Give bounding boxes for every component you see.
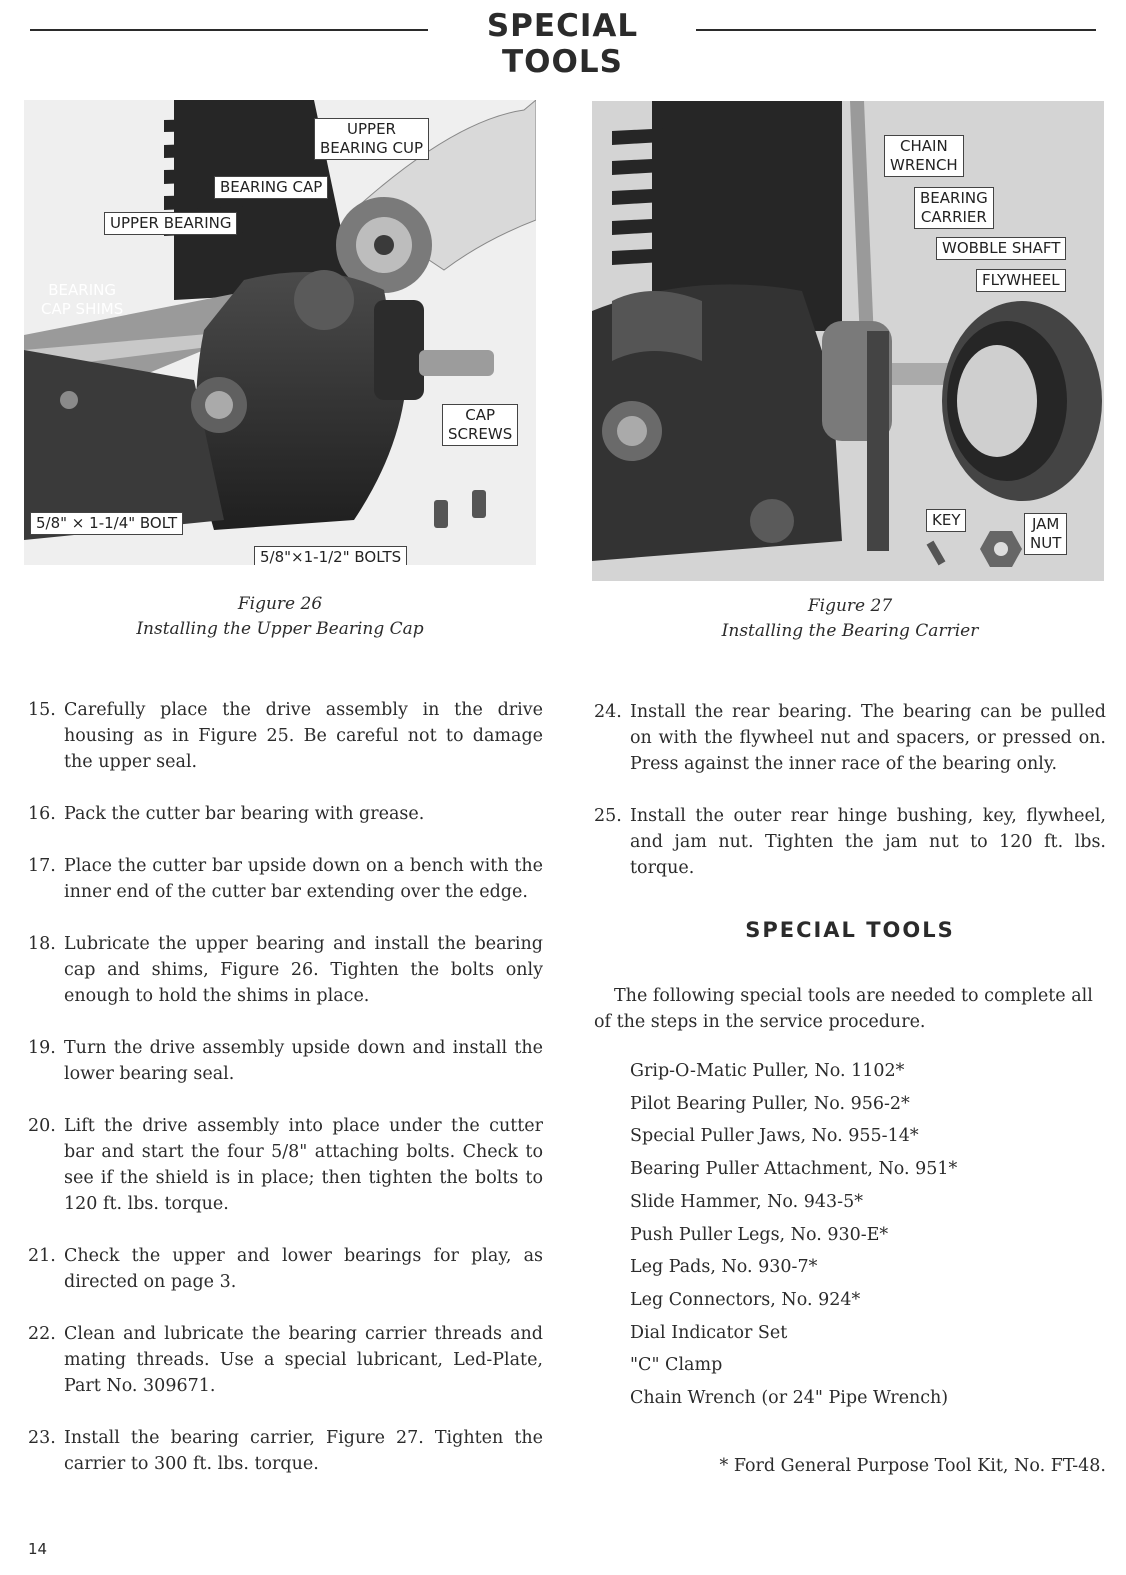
callout-bearing-carrier: BEARING CARRIER [914, 187, 994, 229]
callout-flywheel: FLYWHEEL [976, 269, 1066, 292]
tool-item: Leg Pads, No. 930-7* [630, 1257, 818, 1278]
step-item [28, 801, 543, 827]
header-rule-left [30, 29, 428, 31]
step-number: 21. [28, 1246, 56, 1266]
tool-item: Chain Wrench (or 24" Pipe Wrench) [630, 1388, 949, 1409]
special-tools-intro: The following special tools are needed to complete all of the steps in the service procedure. [594, 986, 1093, 1032]
special-tools-list [594, 1055, 1106, 1415]
special-tools-heading: SPECIAL TOOLS [745, 918, 955, 942]
figure-26-photo [24, 100, 536, 565]
callout-bearing-cap: BEARING CAP [214, 176, 328, 199]
tool-item: Special Puller Jaws, No. 955-14* [630, 1126, 919, 1147]
step-text: Carefully place the drive assembly in the drive housing as in Figure 25. Be careful not to damage the upper seal. [64, 700, 543, 772]
step-number: 24. [594, 702, 622, 722]
callout-upper-bearing-cup: UPPER BEARING CUP [314, 118, 429, 160]
step-text: Check the upper and lower bearings for play, as directed on page 3. [64, 1246, 543, 1292]
step-number: 18. [28, 934, 56, 954]
step-number: 17. [28, 856, 56, 876]
figure-27-caption [650, 594, 1050, 644]
step-item [28, 697, 543, 775]
step-item [28, 1243, 543, 1295]
step-number: 25. [594, 806, 622, 826]
callout-cap-screws: CAP SCREWS [442, 404, 518, 446]
step-item [28, 1321, 543, 1399]
step-number: 23. [28, 1428, 56, 1448]
figure-27-illustration [592, 101, 1104, 581]
tool-item: "C" Clamp [630, 1355, 723, 1376]
figure-26-number: Figure 26 [237, 594, 323, 614]
callout-bolt-1-1-4: 5/8" × 1-1/4" BOLT [30, 512, 183, 535]
step-number: 19. [28, 1038, 56, 1058]
tool-item: Pilot Bearing Puller, No. 956-2* [630, 1093, 910, 1114]
callout-chain-wrench: CHAIN WRENCH [884, 135, 964, 177]
right-column [594, 699, 1106, 1479]
callout-bolts-1-1-2: 5/8"×1-1/2" BOLTS [254, 546, 407, 565]
step-text: Lubricate the upper bearing and install the bearing cap and shims, Figure 26. Tighten the bolts only enough to hold the shims in place. [64, 934, 543, 1006]
tool-item: Grip-O-Matic Puller, No. 1102* [630, 1061, 905, 1081]
step-number: 16. [28, 804, 56, 824]
tool-item: Push Puller Legs, No. 930-E* [630, 1224, 889, 1245]
step-item [28, 1035, 543, 1087]
step-text: Lift the drive assembly into place under the cutter bar and start the four 5/8" attaching bolts. Check to see if the shield is in place; then tighten the bolts to 120 ft. lbs. torque. [64, 1116, 543, 1214]
step-number: 20. [28, 1116, 56, 1136]
step-item [28, 931, 543, 1009]
callout-bearing-cap-shims: BEARING CAP SHIMS [41, 281, 124, 318]
step-text: Install the outer rear hinge bushing, key, flywheel, and jam nut. Tighten the jam nut to 120 ft. lbs. torque. [630, 806, 1106, 878]
page-header-title: SPECIAL TOOLS [486, 8, 639, 80]
callout-jam-nut: JAM NUT [1024, 513, 1067, 555]
step-item [28, 1425, 543, 1477]
step-text: Pack the cutter bar bearing with grease. [64, 804, 425, 824]
figure-26-title: Installing the Upper Bearing Cap [136, 619, 424, 639]
step-text: Install the bearing carrier, Figure 27. Tighten the carrier to 300 ft. lbs. torque. [64, 1428, 543, 1474]
callout-wobble-shaft: WOBBLE SHAFT [936, 237, 1066, 260]
figure-27-title: Installing the Bearing Carrier [721, 621, 979, 641]
left-column [28, 697, 543, 1503]
figure-26-caption [80, 592, 480, 642]
callout-upper-bearing: UPPER BEARING [104, 212, 237, 235]
step-number: 22. [28, 1324, 56, 1344]
tool-item: Dial Indicator Set [630, 1322, 788, 1343]
tool-item: Bearing Puller Attachment, No. 951* [630, 1159, 958, 1180]
special-tools-footnote: * Ford General Purpose Tool Kit, No. FT-48. [719, 1455, 1106, 1476]
page-number: 14 [28, 1540, 48, 1558]
figure-26-illustration [24, 100, 536, 565]
figure-27-photo [592, 101, 1104, 581]
step-item [28, 853, 543, 905]
step-item [594, 803, 1106, 881]
step-text: Clean and lubricate the bearing carrier threads and mating threads. Use a special lubricant, Led-Plate, Part No. 309671. [64, 1324, 543, 1396]
tool-item: Leg Connectors, No. 924* [630, 1289, 861, 1310]
figure-27-number: Figure 27 [807, 596, 893, 616]
step-text: Place the cutter bar upside down on a bench with the inner end of the cutter bar extending over the edge. [64, 856, 543, 902]
step-item [28, 1113, 543, 1217]
callout-key: KEY [926, 509, 966, 532]
step-text: Turn the drive assembly upside down and install the lower bearing seal. [64, 1038, 543, 1084]
header-rule-right [696, 29, 1096, 31]
step-item [594, 699, 1106, 777]
step-text: Install the rear bearing. The bearing can be pulled on with the flywheel nut and spacers, or pressed on. Press against the inner race of the bearing only. [630, 702, 1106, 774]
tool-item: Slide Hammer, No. 943-5* [630, 1191, 863, 1212]
step-number: 15. [28, 700, 56, 720]
